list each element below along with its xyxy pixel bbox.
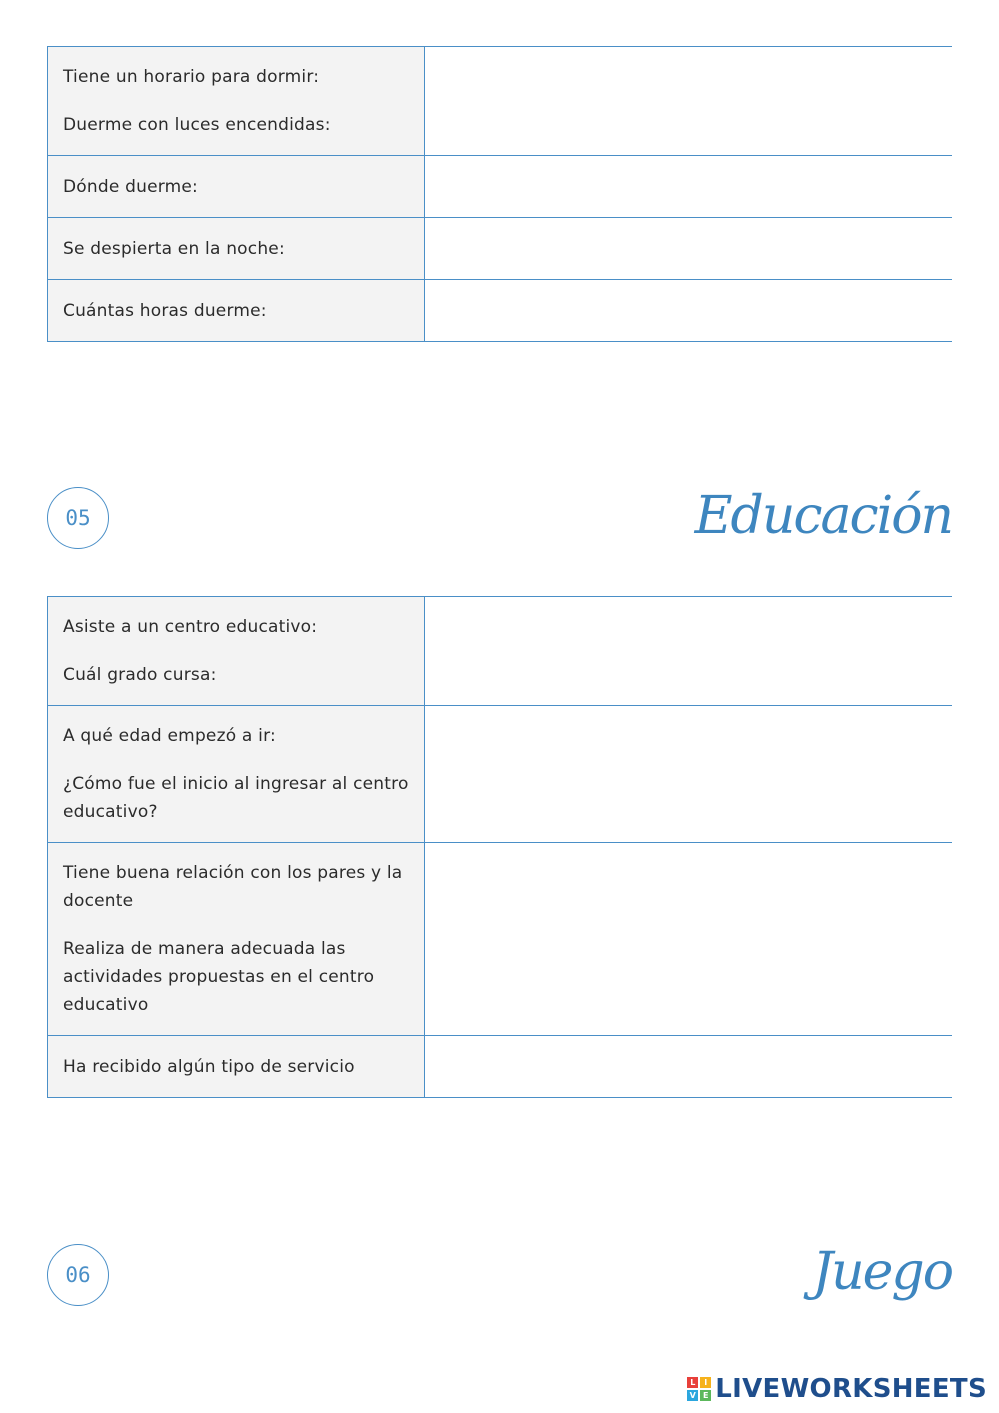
question-cell: [48, 1036, 425, 1098]
answer-cell[interactable]: [425, 843, 953, 1036]
table-row: [48, 156, 953, 218]
question-cell: [48, 218, 425, 280]
answer-field[interactable]: [425, 84, 952, 119]
answer-field[interactable]: [425, 293, 952, 328]
question-label: Ha recibido algún tipo de servicio: [63, 1056, 355, 1077]
answer-cell[interactable]: [425, 156, 953, 218]
answer-cell[interactable]: [425, 597, 953, 706]
answer-cell[interactable]: [425, 706, 953, 843]
table-row: [48, 843, 953, 1036]
mark-letter: V: [687, 1390, 698, 1401]
table-row: [48, 597, 953, 706]
question-label: Cuántas horas duerme:: [63, 300, 267, 321]
question-label: A qué edad empezó a ir:: [63, 726, 276, 746]
brand-name: LIVEWORKSHEETS: [715, 1374, 987, 1404]
answer-field[interactable]: [425, 634, 952, 669]
mark-letter: E: [700, 1390, 711, 1401]
answer-field[interactable]: [425, 231, 952, 266]
section-title: Educación: [694, 486, 952, 546]
question-label: Dónde duerme:: [63, 176, 198, 197]
question-label: Realiza de manera adecuada las actividades propuestas en el centro educativo: [63, 939, 375, 1015]
section-number-badge: 05: [47, 487, 109, 549]
question-cell: [48, 156, 425, 218]
table-row: [48, 218, 953, 280]
question-cell: [48, 47, 425, 156]
table-row: [48, 706, 953, 843]
question-label: Tiene buena relación con los pares y la docente: [63, 863, 403, 911]
answer-cell[interactable]: [425, 218, 953, 280]
question-label: Cuál grado cursa:: [63, 665, 217, 685]
question-cell: [48, 843, 425, 1036]
answer-cell[interactable]: [425, 1036, 953, 1098]
liveworksheets-logo: [687, 1374, 987, 1404]
section-number-badge: 06: [47, 1244, 109, 1306]
mark-letter: I: [700, 1377, 711, 1388]
sleep-table: [47, 46, 952, 342]
table-row: [48, 47, 953, 156]
answer-field[interactable]: [425, 169, 952, 204]
answer-field[interactable]: [425, 757, 952, 792]
mark-letter: L: [687, 1377, 698, 1388]
question-cell: [48, 706, 425, 843]
answer-cell[interactable]: [425, 280, 953, 342]
liveworksheets-mark-icon: [687, 1377, 711, 1401]
education-table: [47, 596, 952, 1098]
question-label: Duerme con luces encendidas:: [63, 115, 331, 135]
question-label: Tiene un horario para dormir:: [63, 67, 320, 87]
table-row: [48, 1036, 953, 1098]
section-title: Juego: [812, 1242, 952, 1302]
question-label: Se despierta en la noche:: [63, 238, 285, 259]
question-cell: [48, 280, 425, 342]
question-cell: [48, 597, 425, 706]
answer-field[interactable]: [425, 1049, 952, 1084]
answer-cell[interactable]: [425, 47, 953, 156]
table-row: [48, 280, 953, 342]
question-label: Asiste a un centro educativo:: [63, 617, 318, 637]
question-label: ¿Cómo fue el inicio al ingresar al centro educativo?: [63, 774, 409, 822]
answer-field[interactable]: [425, 922, 952, 957]
